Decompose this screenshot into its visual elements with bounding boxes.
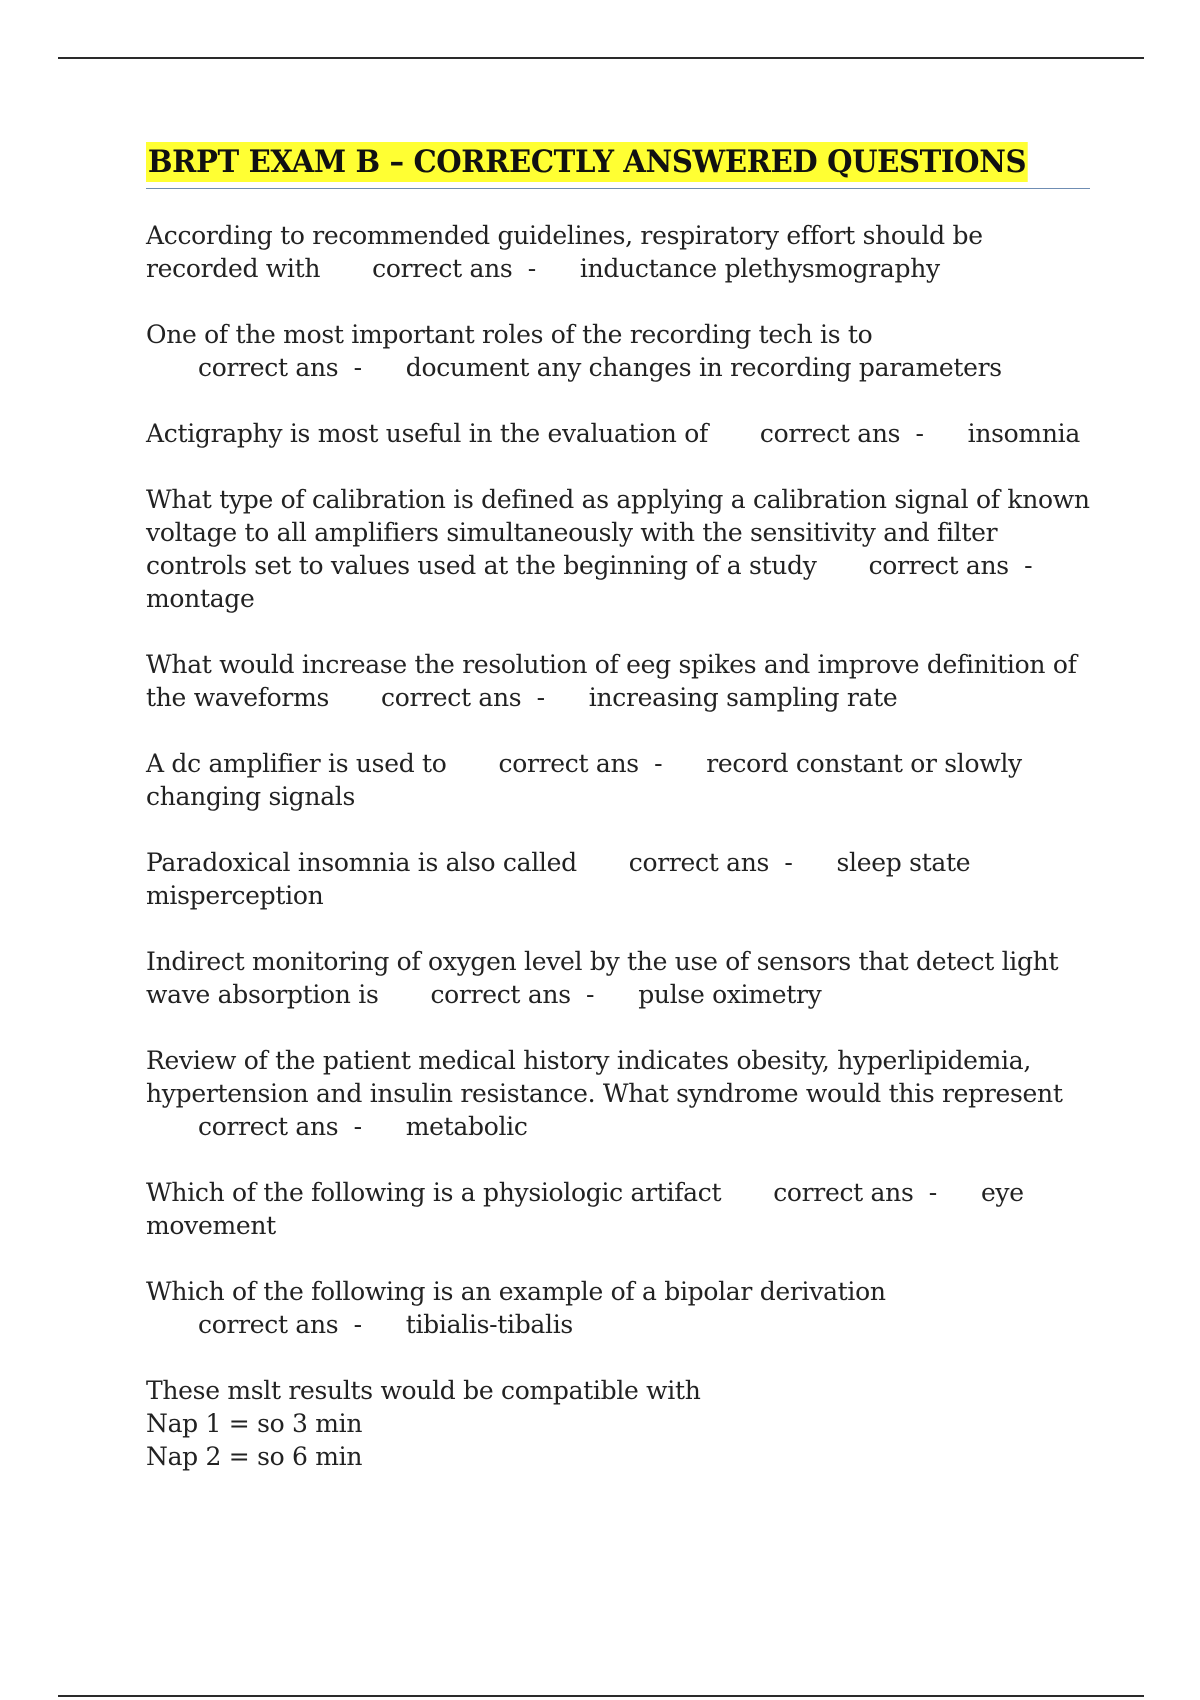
answer-text: metabolic [405,1112,528,1141]
answer-text: tibialis-tibalis [405,1310,573,1339]
answer-separator: correct ans - [381,683,545,712]
question-text: Which of the following is an example of a bipolar derivation [146,1277,886,1306]
question-text: Paradoxical insomnia is also called [146,848,577,877]
answer-text: insomnia [967,419,1080,448]
answer-separator: correct ans - [759,419,924,448]
qa-item-10 [146,1176,1090,1242]
question-text: Indirect monitoring of oxygen level by the use of sensors that detect light wave absorption is [146,947,1059,1009]
qa-item-3 [146,417,1090,450]
answer-separator: correct ans - [498,749,663,778]
question-line: Nap 1 = so 3 min [146,1409,363,1438]
question-line: These mslt results would be compatible with [146,1376,701,1405]
answer-text: record constant or slowly changing signals [146,749,1022,811]
top-page-rule [58,57,1144,59]
qa-item-5 [146,648,1090,714]
answer-text: pulse oximetry [638,980,822,1009]
answer-separator: correct ans - [198,353,362,382]
answer-separator: correct ans - [628,848,793,877]
question-text: What would increase the resolution of eeg spikes and improve definition of the waveforms [146,650,1077,712]
answer-text: sleep state misperception [146,848,971,910]
qa-item-1 [146,219,1090,285]
answer-text: eye movement [146,1178,1024,1240]
answer-separator: correct ans - [773,1178,937,1207]
answer-separator: correct ans - [372,254,536,283]
qa-item-11 [146,1275,1090,1341]
question-text: Actigraphy is most useful in the evaluation of [146,419,708,448]
question-text: According to recommended guidelines, respiratory effort should be recorded with [146,221,983,283]
answer-separator: correct ans - [868,551,1033,580]
bottom-page-rule [58,1695,1144,1697]
answer-separator: correct ans - [198,1310,362,1339]
qa-item-4 [146,483,1090,615]
qa-item-8 [146,945,1090,1011]
question-text: One of the most important roles of the recording tech is to [146,320,873,349]
qa-item-6 [146,747,1090,813]
title-block [146,142,1090,189]
document-body [146,142,1090,1506]
question-text: Which of the following is a physiologic artifact [146,1178,722,1207]
answer-text: document any changes in recording parameters [405,353,1002,382]
qa-item-12 [146,1374,1090,1473]
qa-item-7 [146,846,1090,912]
question-line: Nap 2 = so 6 min [146,1442,363,1471]
answer-text: montage [146,584,255,613]
answer-separator: correct ans - [430,980,595,1009]
answer-separator: correct ans - [198,1112,362,1141]
answer-text: inductance plethysmography [579,254,940,283]
answer-text: increasing sampling rate [588,683,898,712]
qa-item-9 [146,1044,1090,1143]
question-text: A dc amplifier is used to [146,749,447,778]
qa-item-2 [146,318,1090,384]
question-text: What type of calibration is defined as applying a calibration signal of known voltage to all amplifiers simultaneously with the sensitivity and filter controls set to values used at the beginning of a study [146,485,1090,580]
document-title: BRPT EXAM B – CORRECTLY ANSWERED QUESTIONS [147,144,1027,180]
question-text: Review of the patient medical history indicates obesity, hyperlipidemia, hypertension and insulin resistance. What syndrome would this represent [146,1046,1063,1108]
